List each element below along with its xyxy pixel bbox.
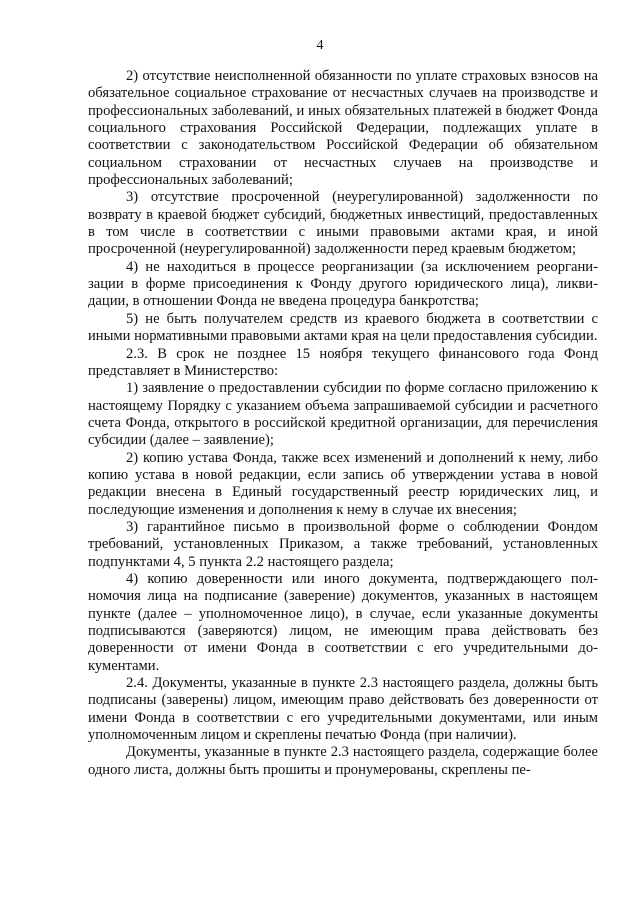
- paragraph-item-2-no-unpaid-obligations: 2) отсутствие неисполненной обязанности по уплате страховых взносов на обязательное социальное страхование от несчастных случаев на производстве и профессиональных заболеваний, и иных обязательных платежей в бюджет Фонда социального страхования Российской Федерации, подлежащих уплате в соответствии с законодательством Российской Федерации об обязательном социальном страховании от несчастных случаев на производстве и профессиональных заболеваний;: [88, 68, 598, 189]
- paragraph-item-3-no-overdue-debt: 3) отсутствие просроченной (неурегулированной) задолженности по возврату в краевой бюджет субсидий, бюджетных инвестиций, предоставленных в том числе в соответствии с иными правовыми актами края, и иной просроченной (неурегулированной) задолженности перед краевым бюджетом;: [88, 189, 598, 258]
- paragraph-documents-stitching: Документы, указанные в пункте 2.3 настоящего раздела, содержащие более одного листа, должны быть прошиты и пронумерованы, скреплены пе-: [88, 744, 598, 778]
- paragraph-2-3-item-2-charter-copy: 2) копию устава Фонда, также всех изменений и дополнений к нему, либо копию устава в новой редакции, если запись об утверждении устава в новой редакции внесена в Единый государственный реестр юридических лиц, и последующие изменения и дополнения к нему в случае их внесения;: [88, 449, 598, 518]
- paragraph-2-3-item-1-application: 1) заявление о предоставлении субсидии по форме согласно приложению к настоящему Порядку с указанием объема запрашиваемой субсидии и расчетного счета Фонда, открытого в российской кредитной организации, для перечисления субсидии (далее – заявление);: [88, 380, 598, 449]
- paragraph-2-3-item-4-power-of-attorney: 4) копию доверенности или иного документа, подтверждающего полномочия лица на подписание (заверение) документов, указанных в настоящем пункте (далее – уполномоченное лицо), в случае, если указанные документы подписываются (заверяются) лицом, не имеющим права действовать без доверенности от имени Фонда в соответствии с его учредительными документами.: [88, 570, 598, 674]
- paragraph-section-2-3: 2.3. В срок не позднее 15 ноября текущего финансового года Фонд представляет в Министерство:: [88, 345, 598, 379]
- paragraph-section-2-4: 2.4. Документы, указанные в пункте 2.3 настоящего раздела, должны быть подписаны (заверены) лицом, имеющим право действовать без доверенности от имени Фонда в соответствии с его учредительными документами, или иным уполномоченным лицом и скреплены печатью Фонда (при наличии).: [88, 675, 598, 744]
- paragraph-2-3-item-3-guarantee-letter: 3) гарантийное письмо в произвольной форме о соблюдении Фондом требований, установленных Приказом, а также требований, установленных подпунктами 4, 5 пункта 2.2 настоящего раздела;: [88, 518, 598, 570]
- document-body: [88, 68, 598, 779]
- paragraph-item-5-not-recipient: 5) не быть получателем средств из краевого бюджета в соответствии с иными нормативными правовыми актами края на цели предоставления субсидии.: [88, 310, 598, 345]
- paragraph-item-4-no-reorganization: 4) не находиться в процессе реорганизации (за исключением реорганизации в форме присоединения к Фонду другого юридического лица), ликвидации, в отношении Фонда не введена процедура банкротства;: [88, 258, 598, 310]
- page-number: 4: [316, 38, 324, 53]
